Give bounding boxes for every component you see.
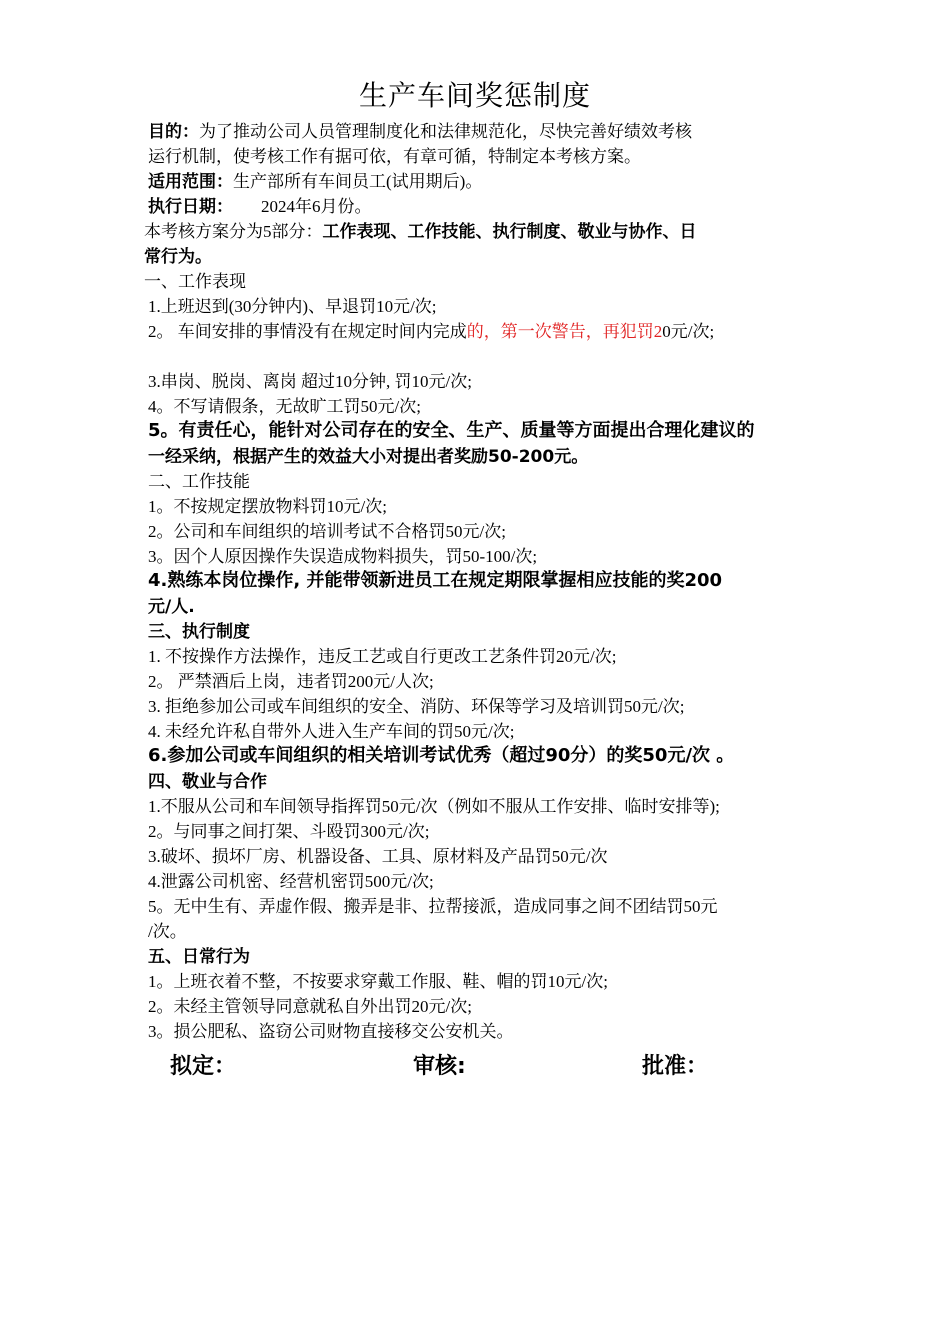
signature-approve: 批准：: [642, 1054, 709, 1079]
section2-item3: 3。因个人原因操作失误造成物料损失，罚50-100/次;: [148, 547, 538, 566]
section1-item3: 3.串岗、脱岗、离岗 超过10分钟, 罚10元/次;: [148, 372, 472, 391]
purpose-text: 为了推动公司人员管理制度化和法律规范化，尽快完善好绩效考核: [199, 122, 692, 141]
intro-line: [144, 220, 814, 244]
purpose-label: 目的：: [148, 122, 199, 142]
scope-text: 生产部所有车间员工(试用期后)。: [233, 172, 483, 191]
section1-heading: 一、工作表现: [144, 272, 246, 292]
section4-item3: 3.破坏、损坏厂房、机器设备、工具、原材料及产品罚50元/次: [148, 847, 608, 866]
scope-label: 适用范围：: [148, 172, 233, 192]
section1-item2-highlight: 的，第一次警告，再犯罚2: [466, 322, 663, 341]
section4-heading: 四、敬业与合作: [148, 772, 267, 792]
section1-item5-cont: 一经采纳，根据产生的效益大小对提出者奖励50-200元。: [148, 447, 589, 467]
section5-item3: 3。损公肥私、盗窃公司财物直接移交公安机关。: [148, 1022, 514, 1041]
section3-item1: 1. 不按操作方法操作，违反工艺或自行更改工艺条件罚20元/次;: [148, 647, 617, 666]
section3-item2: 2。 严禁酒后上岗，违者罚200元/人次;: [148, 672, 434, 691]
date-label: 执行日期：: [148, 197, 233, 217]
signature-draft: 拟定：: [170, 1054, 237, 1079]
section4-item5-cont: /次。: [148, 922, 187, 941]
section1-item4: 4。不写请假条，无故旷工罚50元/次;: [148, 397, 421, 416]
section2-item2: 2。公司和车间组织的培训考试不合格罚50元/次;: [148, 522, 506, 541]
intro-prefix: 本考核方案分为5部分：: [144, 222, 323, 241]
section4-item4: 4.泄露公司机密、经营机密罚500元/次;: [148, 872, 434, 891]
section3-item3: 3. 拒绝参加公司或车间组织的安全、消防、环保等学习及培训罚50元/次;: [148, 697, 685, 716]
section4-item5: 5。无中生有、弄虚作假、搬弄是非、拉帮接派，造成同事之间不团结罚50元: [148, 897, 718, 916]
section5-item1: 1。上班衣着不整，不按要求穿戴工作服、鞋、帽的罚10元/次;: [148, 972, 608, 991]
section3-heading: 三、执行制度: [148, 622, 250, 642]
intro-line-2: 常行为。: [144, 247, 212, 267]
section1-item1: 1.上班迟到(30分钟内)、早退罚10元/次;: [148, 297, 437, 316]
signature-review: 审核:: [413, 1054, 466, 1079]
section1-item2-text: 2。 车间安排的事情没有在规定时间内完成: [148, 322, 467, 341]
intro-parts: 工作表现、工作技能、执行制度、敬业与协作、日: [322, 222, 697, 242]
document-title: 生产车间奖惩制度: [358, 79, 591, 112]
date-text: 2024年6月份。: [261, 197, 372, 216]
section2-item4: 4.熟练本岗位操作, 并能带领新进员工在规定期限掌握相应技能的奖200: [148, 570, 723, 591]
purpose-line-2: 运行机制，使考核工作有据可依，有章可循，特制定本考核方案。: [148, 147, 641, 166]
section3-item6: 6.参加公司或车间组织的相关培训考试优秀（超过90分）的奖50元/次 。: [148, 745, 735, 766]
section2-item1: 1。不按规定摆放物料罚10元/次;: [148, 497, 387, 516]
scope-line: [148, 170, 818, 194]
section5-item2: 2。未经主管领导同意就私自外出罚20元/次;: [148, 997, 472, 1016]
section2-item4-cont: 元/人.: [148, 597, 195, 617]
date-line: [148, 195, 818, 219]
section1-item5: 5。有责任心，能针对公司存在的安全、生产、质量等方面提出合理化建议的: [148, 420, 755, 441]
section4-item2: 2。与同事之间打架、斗殴罚300元/次;: [148, 822, 430, 841]
section3-item4: 4. 未经允许私自带外人进入生产车间的罚50元/次;: [148, 722, 515, 741]
section2-heading: 二、工作技能: [148, 472, 250, 492]
section5-heading: 五、日常行为: [148, 947, 250, 967]
section1-item2: [148, 320, 818, 344]
section1-item2-end: 0元/次;: [662, 322, 715, 341]
purpose-line: [148, 120, 818, 144]
section4-item1: 1.不服从公司和车间领导指挥罚50元/次（例如不服从工作安排、临时安排等);: [148, 797, 720, 816]
